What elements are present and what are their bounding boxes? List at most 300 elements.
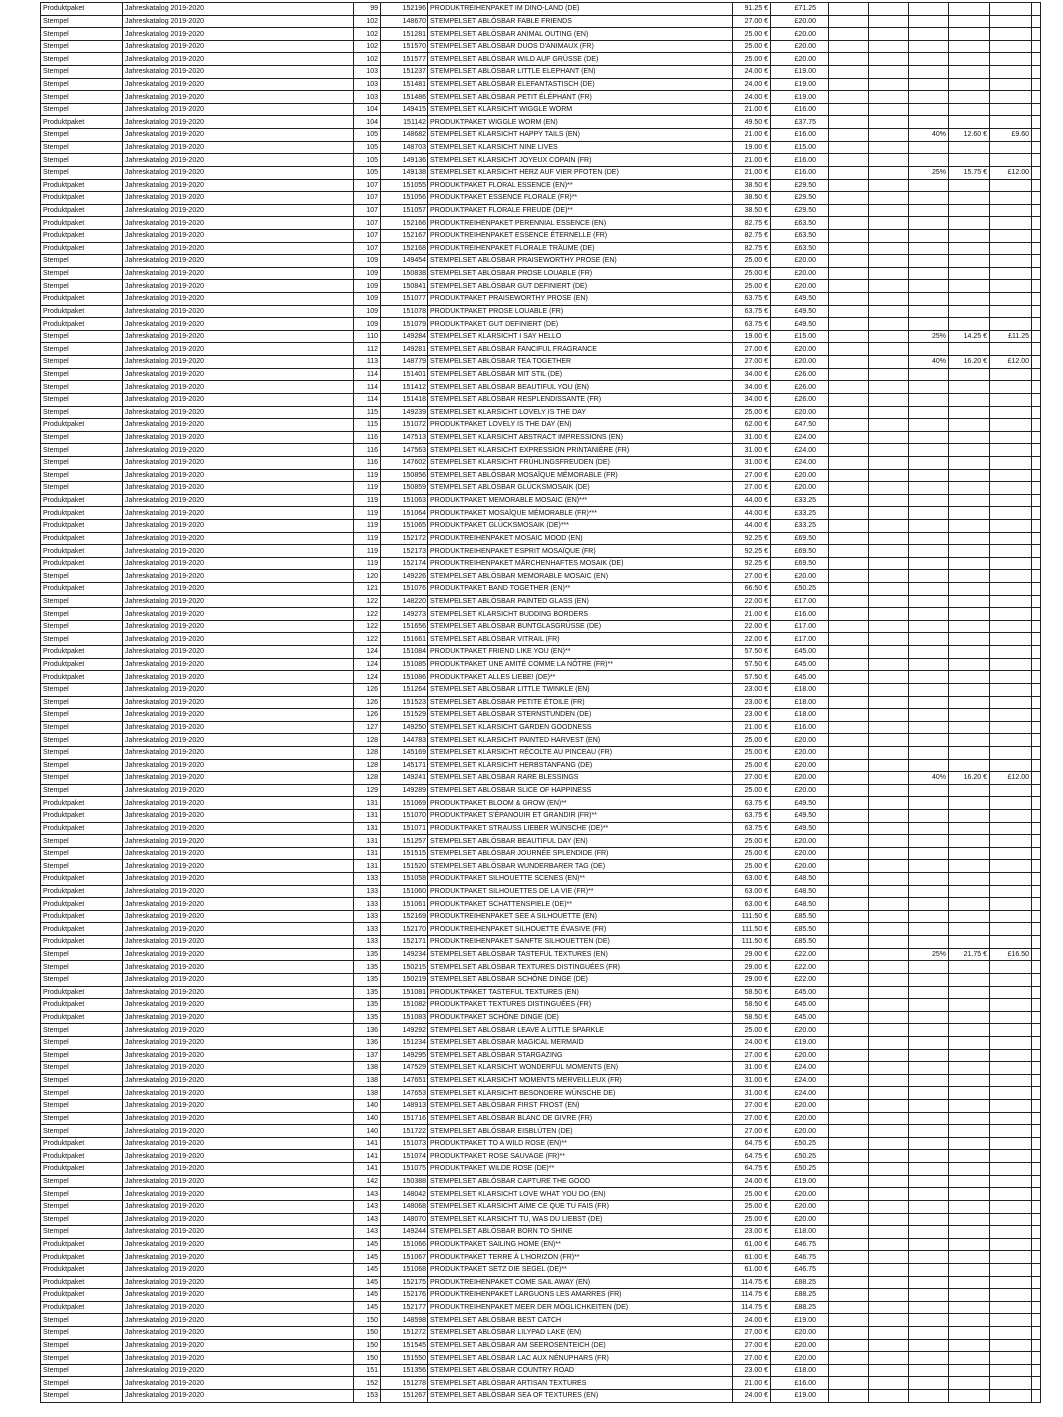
page-number-cell: 136 (354, 1024, 381, 1037)
discount-percent-cell (909, 116, 949, 129)
catalog-cell: Jahreskatalog 2019-2020 (123, 482, 354, 495)
price-gbp-cell: £19.00 (771, 78, 829, 91)
table-row (41, 620, 1041, 633)
description-cell: PRODUKTPAKET SILHOUETTE SCENES (EN)** (428, 873, 733, 886)
sale-price-eur-cell (949, 406, 990, 419)
item-number-cell: 150841 (381, 280, 428, 293)
discount-percent-cell (909, 671, 949, 684)
page-number-cell: 126 (354, 696, 381, 709)
product-type-cell: Stempel (41, 28, 123, 41)
empty-cell (1032, 192, 1041, 205)
catalog-cell: Jahreskatalog 2019-2020 (123, 822, 354, 835)
sale-price-gbp-cell (990, 179, 1032, 192)
item-number-cell: 148070 (381, 1213, 428, 1226)
price-eur-cell: 114.75 € (733, 1276, 771, 1289)
price-gbp-cell: £48.50 (771, 873, 829, 886)
sale-price-eur-cell (949, 1226, 990, 1239)
price-eur-cell: 21.00 € (733, 721, 771, 734)
price-eur-cell: 24.00 € (733, 91, 771, 104)
sale-price-gbp-cell (990, 898, 1032, 911)
item-number-cell: 147513 (381, 431, 428, 444)
catalog-cell: Jahreskatalog 2019-2020 (123, 734, 354, 747)
description-cell: PRODUKTREIHENPAKET SEE A SILHOUETTE (EN) (428, 910, 733, 923)
empty-cell (1032, 797, 1041, 810)
table-row (41, 66, 1041, 79)
table-row (41, 1062, 1041, 1075)
empty-cell (1032, 116, 1041, 129)
sale-price-gbp-cell (990, 683, 1032, 696)
empty-cell (869, 1339, 909, 1352)
page-number-cell: 104 (354, 116, 381, 129)
item-number-cell: 151057 (381, 204, 428, 217)
product-type-cell: Stempel (41, 393, 123, 406)
description-cell: STEMPELSET ABLÖSBAR BEST CATCH (428, 1314, 733, 1327)
product-type-cell: Stempel (41, 1352, 123, 1365)
description-cell: STEMPELSET ABLÖSBAR TASTEFUL TEXTURES (EN) (428, 948, 733, 961)
description-cell: STEMPELSET ABLÖSBAR LEAVE A LITTLE SPARKLE (428, 1024, 733, 1037)
table-row (41, 810, 1041, 823)
empty-cell (829, 1024, 869, 1037)
item-number-cell: 151515 (381, 847, 428, 860)
price-eur-cell: 114.75 € (733, 1289, 771, 1302)
price-eur-cell: 58.50 € (733, 986, 771, 999)
empty-cell (869, 885, 909, 898)
description-cell: STEMPELSET KLARSICHT LOVE WHAT YOU DO (EN) (428, 1188, 733, 1201)
price-gbp-cell: £46.75 (771, 1263, 829, 1276)
table-row (41, 293, 1041, 306)
price-eur-cell: 25.00 € (733, 406, 771, 419)
item-number-cell: 151073 (381, 1137, 428, 1150)
discount-percent-cell (909, 1226, 949, 1239)
description-cell: STEMPELSET KLARSICHT WIGGLE WORM (428, 103, 733, 116)
table-row (41, 1188, 1041, 1201)
sale-price-gbp-cell (990, 15, 1032, 28)
description-cell: PRODUKTPAKET BAND TOGETHER (EN)** (428, 583, 733, 596)
product-type-cell: Produktpaket (41, 1011, 123, 1024)
sale-price-gbp-cell (990, 154, 1032, 167)
discount-percent-cell (909, 936, 949, 949)
empty-cell (829, 1137, 869, 1150)
item-number-cell: 149138 (381, 166, 428, 179)
page-number-cell: 109 (354, 318, 381, 331)
item-number-cell: 152172 (381, 532, 428, 545)
empty-cell (869, 1352, 909, 1365)
discount-percent-cell (909, 860, 949, 873)
empty-cell (829, 784, 869, 797)
sale-price-eur-cell (949, 721, 990, 734)
empty-cell (829, 204, 869, 217)
discount-percent-cell (909, 1100, 949, 1113)
empty-cell (1032, 810, 1041, 823)
discount-percent-cell (909, 532, 949, 545)
description-cell: STEMPELSET ABLÖSBAR DUOS D'ANIMAUX (FR) (428, 40, 733, 53)
empty-cell (829, 999, 869, 1012)
page-number-cell: 142 (354, 1175, 381, 1188)
discount-percent-cell (909, 3, 949, 16)
price-gbp-cell: £18.00 (771, 1226, 829, 1239)
empty-cell (1032, 456, 1041, 469)
price-gbp-cell: £88.25 (771, 1289, 829, 1302)
item-number-cell: 144783 (381, 734, 428, 747)
empty-cell (829, 646, 869, 659)
empty-cell (869, 570, 909, 583)
price-eur-cell: 44.00 € (733, 494, 771, 507)
empty-cell (1032, 658, 1041, 671)
price-eur-cell: 21.00 € (733, 608, 771, 621)
empty-cell (869, 1049, 909, 1062)
empty-cell (1032, 948, 1041, 961)
empty-cell (1032, 1238, 1041, 1251)
sale-price-gbp-cell (990, 583, 1032, 596)
sale-price-gbp-cell (990, 646, 1032, 659)
empty-cell (829, 330, 869, 343)
page-number-cell: 102 (354, 53, 381, 66)
empty-cell (829, 797, 869, 810)
page-number-cell: 110 (354, 330, 381, 343)
price-eur-cell: 27.00 € (733, 1352, 771, 1365)
price-gbp-cell: £20.00 (771, 772, 829, 785)
discount-percent-cell (909, 683, 949, 696)
item-number-cell: 151082 (381, 999, 428, 1012)
sale-price-eur-cell (949, 936, 990, 949)
price-eur-cell: 58.50 € (733, 999, 771, 1012)
page-number-cell: 145 (354, 1263, 381, 1276)
table-row (41, 53, 1041, 66)
table-row (41, 1390, 1041, 1403)
empty-cell (1032, 393, 1041, 406)
description-cell: PRODUKTPAKET MEMORABLE MOSAIC (EN)*** (428, 494, 733, 507)
page-number-cell: 103 (354, 91, 381, 104)
price-gbp-cell: £29.50 (771, 204, 829, 217)
description-cell: STEMPELSET ABLÖSBAR LILYPAD LAKE (EN) (428, 1326, 733, 1339)
sale-price-eur-cell (949, 746, 990, 759)
price-eur-cell: 27.00 € (733, 772, 771, 785)
empty-cell (869, 1011, 909, 1024)
sale-price-gbp-cell (990, 1226, 1032, 1239)
sale-price-eur-cell (949, 570, 990, 583)
empty-cell (869, 1289, 909, 1302)
discount-percent-cell (909, 103, 949, 116)
price-eur-cell: 23.00 € (733, 709, 771, 722)
empty-cell (829, 482, 869, 495)
empty-cell (869, 810, 909, 823)
empty-cell (1032, 507, 1041, 520)
page-number-cell: 133 (354, 873, 381, 886)
table-row (41, 3, 1041, 16)
product-type-cell: Produktpaket (41, 658, 123, 671)
table-row (41, 406, 1041, 419)
table-row (41, 1150, 1041, 1163)
item-number-cell: 151278 (381, 1377, 428, 1390)
sale-price-eur-cell (949, 1074, 990, 1087)
description-cell: PRODUKTPAKET SILHOUETTES DE LA VIE (FR)** (428, 885, 733, 898)
page-number-cell: 122 (354, 608, 381, 621)
price-gbp-cell: £22.00 (771, 961, 829, 974)
empty-cell (1032, 557, 1041, 570)
description-cell: STEMPELSET ABLÖSBAR SEA OF TEXTURES (EN) (428, 1390, 733, 1403)
discount-percent-cell (909, 999, 949, 1012)
discount-percent-cell (909, 1150, 949, 1163)
price-eur-cell: 23.00 € (733, 1364, 771, 1377)
price-eur-cell: 62.00 € (733, 419, 771, 432)
page-number-cell: 133 (354, 910, 381, 923)
empty-cell (829, 1112, 869, 1125)
page-number-cell: 152 (354, 1377, 381, 1390)
price-gbp-cell: £69.50 (771, 532, 829, 545)
empty-cell (829, 746, 869, 759)
catalog-cell: Jahreskatalog 2019-2020 (123, 204, 354, 217)
sale-price-eur-cell (949, 1062, 990, 1075)
discount-percent-cell (909, 267, 949, 280)
empty-cell (829, 229, 869, 242)
sale-price-eur-cell (949, 696, 990, 709)
discount-percent-cell (909, 192, 949, 205)
price-gbp-cell: £19.00 (771, 1036, 829, 1049)
sale-price-eur-cell (949, 683, 990, 696)
empty-cell (869, 1213, 909, 1226)
item-number-cell: 151061 (381, 898, 428, 911)
empty-cell (1032, 898, 1041, 911)
empty-cell (1032, 646, 1041, 659)
price-gbp-cell: £63.50 (771, 217, 829, 230)
description-cell: STEMPELSET KLARSICHT BUDDING BORDERS (428, 608, 733, 621)
description-cell: PRODUKTREIHENPAKET IM DINO-LAND (DE) (428, 3, 733, 16)
empty-cell (829, 1087, 869, 1100)
page-number-cell: 119 (354, 545, 381, 558)
discount-percent-cell (909, 406, 949, 419)
empty-cell (829, 721, 869, 734)
page-number-cell: 119 (354, 532, 381, 545)
empty-cell (1032, 103, 1041, 116)
discount-percent-cell (909, 305, 949, 318)
empty-cell (829, 141, 869, 154)
catalog-cell: Jahreskatalog 2019-2020 (123, 1024, 354, 1037)
empty-cell (1032, 772, 1041, 785)
page-number-cell: 143 (354, 1226, 381, 1239)
sale-price-gbp-cell (990, 507, 1032, 520)
product-type-cell: Stempel (41, 746, 123, 759)
product-type-cell: Stempel (41, 1390, 123, 1403)
description-cell: PRODUKTPAKET TERRE À L'HORIZON (FR)** (428, 1251, 733, 1264)
product-type-cell: Produktpaket (41, 192, 123, 205)
product-type-cell: Produktpaket (41, 229, 123, 242)
page-number-cell: 131 (354, 860, 381, 873)
catalog-cell: Jahreskatalog 2019-2020 (123, 343, 354, 356)
price-gbp-cell: £22.00 (771, 973, 829, 986)
sale-price-gbp-cell (990, 734, 1032, 747)
item-number-cell: 152166 (381, 217, 428, 230)
catalog-cell: Jahreskatalog 2019-2020 (123, 1263, 354, 1276)
sale-price-gbp-cell (990, 999, 1032, 1012)
catalog-cell: Jahreskatalog 2019-2020 (123, 3, 354, 16)
empty-cell (829, 1100, 869, 1113)
empty-cell (829, 78, 869, 91)
empty-cell (1032, 217, 1041, 230)
empty-cell (1032, 53, 1041, 66)
table-row (41, 519, 1041, 532)
description-cell: STEMPELSET ABLÖSBAR LITTLE TWINKLE (EN) (428, 683, 733, 696)
empty-cell (869, 1200, 909, 1213)
price-eur-cell: 25.00 € (733, 1188, 771, 1201)
discount-percent-cell (909, 229, 949, 242)
price-gbp-cell: £20.00 (771, 1339, 829, 1352)
empty-cell (869, 923, 909, 936)
sale-price-eur-cell (949, 898, 990, 911)
sale-price-gbp-cell (990, 1011, 1032, 1024)
discount-percent-cell (909, 444, 949, 457)
discount-percent-cell (909, 822, 949, 835)
discount-percent-cell (909, 696, 949, 709)
page-number-cell: 109 (354, 267, 381, 280)
sale-price-gbp-cell (990, 406, 1032, 419)
description-cell: PRODUKTREIHENPAKET ESSENCE ÉTERNELLE (FR) (428, 229, 733, 242)
page-number-cell: 121 (354, 583, 381, 596)
price-gbp-cell: £16.00 (771, 166, 829, 179)
description-cell: STEMPELSET KLARSICHT PAINTED HARVEST (EN) (428, 734, 733, 747)
page-number-cell: 114 (354, 381, 381, 394)
sale-price-gbp-cell (990, 1276, 1032, 1289)
empty-cell (829, 1036, 869, 1049)
product-type-cell: Produktpaket (41, 494, 123, 507)
product-type-cell: Produktpaket (41, 1301, 123, 1314)
price-eur-cell: 63.75 € (733, 810, 771, 823)
page-number-cell: 113 (354, 356, 381, 369)
empty-cell (1032, 204, 1041, 217)
description-cell: PRODUKTPAKET PROSE LOUABLE (FR) (428, 305, 733, 318)
price-gbp-cell: £33.25 (771, 507, 829, 520)
sale-price-eur-cell (949, 986, 990, 999)
product-type-cell: Stempel (41, 406, 123, 419)
empty-cell (829, 343, 869, 356)
page-number-cell: 109 (354, 293, 381, 306)
empty-cell (869, 330, 909, 343)
empty-cell (829, 583, 869, 596)
description-cell: STEMPELSET KLARSICHT AIME CE QUE TU FAIS (FR) (428, 1200, 733, 1213)
sale-price-eur-cell (949, 1390, 990, 1403)
empty-cell (869, 217, 909, 230)
empty-cell (869, 204, 909, 217)
page-number-cell: 120 (354, 570, 381, 583)
description-cell: PRODUKTPAKET LOVELY IS THE DAY (EN) (428, 419, 733, 432)
page-number-cell: 128 (354, 746, 381, 759)
empty-cell (869, 1377, 909, 1390)
empty-cell (829, 860, 869, 873)
discount-percent-cell (909, 1062, 949, 1075)
price-gbp-cell: £24.00 (771, 456, 829, 469)
page-number-cell: 115 (354, 406, 381, 419)
page-number-cell: 128 (354, 734, 381, 747)
discount-percent-cell (909, 973, 949, 986)
empty-cell (829, 772, 869, 785)
price-eur-cell: 57.50 € (733, 658, 771, 671)
price-gbp-cell: £20.00 (771, 860, 829, 873)
empty-cell (829, 154, 869, 167)
empty-cell (869, 1036, 909, 1049)
price-gbp-cell: £85.50 (771, 923, 829, 936)
catalog-cell: Jahreskatalog 2019-2020 (123, 1339, 354, 1352)
empty-cell (869, 3, 909, 16)
empty-cell (1032, 1377, 1041, 1390)
price-gbp-cell: £20.00 (771, 835, 829, 848)
catalog-cell: Jahreskatalog 2019-2020 (123, 772, 354, 785)
empty-cell (829, 759, 869, 772)
table-row (41, 545, 1041, 558)
item-number-cell: 149415 (381, 103, 428, 116)
empty-cell (869, 179, 909, 192)
discount-percent-cell (909, 469, 949, 482)
price-gbp-cell: £45.00 (771, 646, 829, 659)
empty-cell (1032, 835, 1041, 848)
price-gbp-cell: £20.00 (771, 746, 829, 759)
product-type-cell: Stempel (41, 53, 123, 66)
discount-percent-cell (909, 242, 949, 255)
price-gbp-cell: £19.00 (771, 66, 829, 79)
price-gbp-cell: £20.00 (771, 1200, 829, 1213)
sale-price-gbp-cell (990, 1238, 1032, 1251)
description-cell: STEMPELSET ABLÖSBAR COUNTRY ROAD (428, 1364, 733, 1377)
description-cell: STEMPELSET KLARSICHT FRÜHLINGSFREUDEN (DE) (428, 456, 733, 469)
price-eur-cell: 63.75 € (733, 318, 771, 331)
empty-cell (869, 267, 909, 280)
empty-cell (869, 961, 909, 974)
empty-cell (1032, 683, 1041, 696)
sale-price-eur-cell (949, 305, 990, 318)
price-gbp-cell: £37.75 (771, 116, 829, 129)
item-number-cell: 151058 (381, 873, 428, 886)
price-gbp-cell: £18.00 (771, 696, 829, 709)
table-row (41, 419, 1041, 432)
item-number-cell: 151056 (381, 192, 428, 205)
sale-price-eur-cell (949, 469, 990, 482)
catalog-cell: Jahreskatalog 2019-2020 (123, 1163, 354, 1176)
page-number-cell: 153 (354, 1390, 381, 1403)
sale-price-eur-cell (949, 217, 990, 230)
empty-cell (829, 242, 869, 255)
item-number-cell: 149239 (381, 406, 428, 419)
empty-cell (829, 166, 869, 179)
empty-cell (1032, 494, 1041, 507)
product-type-cell: Stempel (41, 78, 123, 91)
sale-price-eur-cell (949, 709, 990, 722)
catalog-cell: Jahreskatalog 2019-2020 (123, 1213, 354, 1226)
empty-cell (869, 1100, 909, 1113)
empty-cell (829, 129, 869, 142)
sale-price-eur-cell (949, 1352, 990, 1365)
sale-price-eur-cell (949, 204, 990, 217)
discount-percent-cell (909, 141, 949, 154)
description-cell: STEMPELSET ABLÖSBAR LITTLE ELEPHANT (EN) (428, 66, 733, 79)
table-row (41, 40, 1041, 53)
sale-price-gbp-cell (990, 66, 1032, 79)
page-number-cell: 122 (354, 633, 381, 646)
page-number-cell: 145 (354, 1238, 381, 1251)
empty-cell (1032, 721, 1041, 734)
empty-cell (829, 1074, 869, 1087)
price-gbp-cell: £20.00 (771, 1112, 829, 1125)
catalog-cell: Jahreskatalog 2019-2020 (123, 696, 354, 709)
description-cell: STEMPELSET ABLÖSBAR EISBLÜTEN (DE) (428, 1125, 733, 1138)
empty-cell (1032, 583, 1041, 596)
description-cell: STEMPELSET ABLÖSBAR BLANC DE GIVRE (FR) (428, 1112, 733, 1125)
catalog-cell: Jahreskatalog 2019-2020 (123, 810, 354, 823)
catalog-cell: Jahreskatalog 2019-2020 (123, 154, 354, 167)
description-cell: STEMPELSET ABLÖSBAR FIRST FROST (EN) (428, 1100, 733, 1113)
catalog-cell: Jahreskatalog 2019-2020 (123, 961, 354, 974)
price-eur-cell: 25.00 € (733, 759, 771, 772)
price-eur-cell: 19.00 € (733, 330, 771, 343)
page-number-cell: 131 (354, 847, 381, 860)
description-cell: STEMPELSET ABLÖSBAR RESPLENDISSANTE (FR) (428, 393, 733, 406)
